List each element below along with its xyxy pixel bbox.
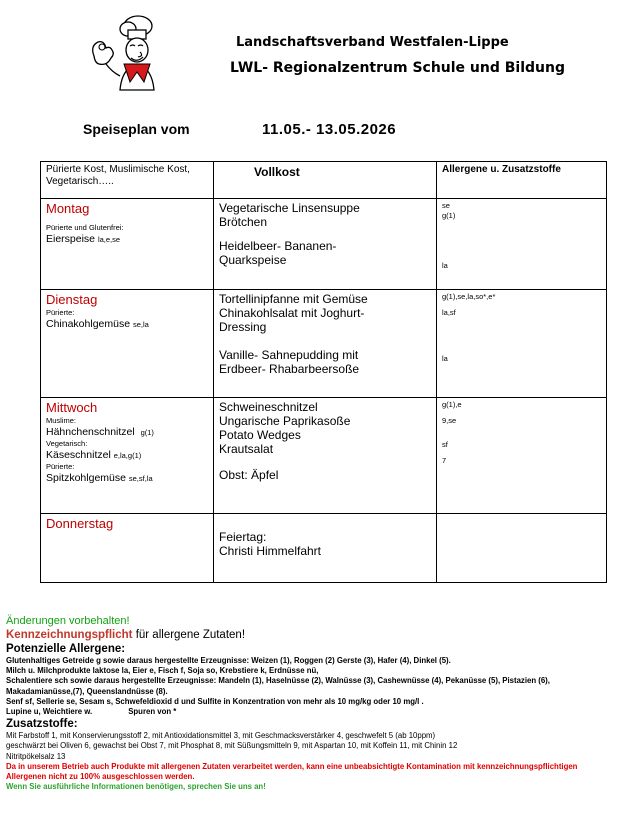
org-name-line2: LWL- Regionalzentrum Schule und Bildung — [230, 60, 566, 76]
holiday-label: Feiertag: — [219, 530, 267, 544]
allergen-code: la — [442, 261, 448, 270]
allergen-line: Glutenhaltiges Getreide g sowie daraus hergestellte Erzeugnisse: Weizen (1), Roggen (2) Gerste (3), Hafer (4), Dinkel (5). — [6, 656, 451, 665]
table-row-wednesday — [41, 398, 607, 514]
contamination-warning: Da in unserem Betrieb auch Produkte mit allergenen Zutaten verarbeitet werden, kann eine unbeabsichtigte Kontamination mit kennzeichnungspflichtigen Allergenen nicht zu 100% ausgeschlossen werden. — [6, 761, 578, 782]
dish-name: Käseschnitzel — [46, 449, 111, 461]
diet-note: Pürierte: — [46, 308, 75, 317]
org-name-line1: Landschaftsverband Westfalen-Lippe — [236, 35, 509, 50]
allergen-line-part: Lupine u, Weichtiere w. — [6, 707, 93, 717]
wednesday-vollkost-cell — [214, 398, 437, 514]
additive-line: Mit Farbstoff 1, mit Konservierungsstoff 2, mit Antioxidationsmittel 3, mit Geschmacksverstärker 4, geschwefelt 5 (ab 10ppm) — [6, 731, 436, 741]
menu-table — [40, 161, 607, 583]
vollkost-line: Krautsalat — [219, 442, 274, 456]
allergen-code: g(1) — [442, 211, 456, 220]
dish-allergens: e,la,g(1) — [113, 451, 142, 460]
allergen-code: g(1),e — [442, 400, 462, 409]
diet-note: Pürierte und Glutenfrei: — [46, 223, 124, 232]
allergen-line — [6, 707, 616, 717]
dish-name: Hähnchenschnitzel — [46, 426, 135, 438]
dish-allergens: la,e,se — [97, 235, 121, 244]
vollkost-line: Potato Wedges — [219, 428, 301, 442]
tuesday-special-cell — [41, 290, 214, 398]
thursday-vollkost-cell — [214, 514, 437, 583]
allergen-code: se — [442, 201, 450, 210]
header-special-diets: Pürierte Kost, Muslimische Kost, Vegetarisch….. — [41, 162, 214, 199]
vollkost-line: Vegetarische Linsensuppe — [219, 201, 360, 215]
diet-note: Pürierte: — [46, 462, 75, 471]
dish-allergens: se,la — [132, 320, 149, 329]
allergen-line-part: Spuren von * — [128, 707, 177, 717]
dish-name: Eierspeise — [46, 233, 96, 245]
allergen-code: sf — [442, 440, 448, 449]
changes-notice: Änderungen vorbehalten! — [6, 615, 130, 627]
special-dish — [46, 472, 208, 485]
thursday-allergens-cell — [437, 514, 607, 583]
contact-notice: Wenn Sie ausführliche Informationen benötigen, sprechen Sie uns an! — [6, 782, 266, 792]
additive-line: Nitritpökelsalz 13 — [6, 751, 66, 761]
day-label-thursday: Donnerstag — [46, 516, 114, 531]
day-label-wednesday: Mittwoch — [46, 400, 98, 415]
chef-logo-icon — [80, 12, 170, 92]
additives-heading: Zusatzstoffe: — [6, 718, 78, 731]
holiday-name: Christi Himmelfahrt — [219, 544, 322, 558]
labeling-duty-text: für allergene Zutaten! — [132, 629, 246, 641]
vollkost-line: Erdbeer- Rhabarbeersoße — [219, 362, 360, 376]
special-dish — [46, 449, 208, 462]
day-label-tuesday: Dienstag — [46, 292, 98, 307]
vollkost-line: Quarkspeise — [219, 253, 287, 267]
day-label-monday: Montag — [46, 201, 90, 216]
diet-note: Muslime: — [46, 416, 77, 425]
table-row-tuesday — [41, 290, 607, 398]
allergen-line: Schalentiere sch sowie daraus hergestellte Erzeugnisse: Mandeln (1), Haselnüsse (2), Walnüsse (3), Cashewnüsse (4), Pekanüsse (5), Pistazien (6), Makadamianüsse,(7), Queenslandnüsse (8). — [6, 676, 550, 696]
vollkost-line: Dressing — [219, 320, 267, 334]
wednesday-special-cell — [41, 398, 214, 514]
allergen-code: la,sf — [442, 308, 456, 317]
tuesday-vollkost-cell — [214, 290, 437, 398]
table-row-monday — [41, 199, 607, 290]
vollkost-line: Obst: Äpfel — [219, 468, 279, 482]
dish-name: Spitzkohlgemüse — [46, 472, 126, 484]
additive-line: geschwärzt bei Oliven 6, gewachst bei Obst 7, mit Phosphat 8, mit Süßungsmitteln 9, mit Aspartan 10, mit Koffein 11, mit Chinin 12 — [6, 741, 458, 751]
special-dish — [46, 426, 208, 439]
dish-name: Chinakohlgemüse — [46, 318, 131, 330]
vollkost-line: Heidelbeer- Bananen- — [219, 239, 337, 253]
dish-allergens: se,sf,la — [128, 474, 153, 483]
diet-note: Vegetarisch: — [46, 439, 88, 448]
allergen-code: 7 — [442, 456, 447, 465]
allergens-heading: Potenzielle Allergene: — [6, 643, 126, 655]
vollkost-line: Schweineschnitzel — [219, 400, 318, 414]
labeling-duty-keyword: Kennzeichnungspflicht — [6, 629, 133, 641]
dish-allergens: g(1) — [140, 428, 154, 437]
tuesday-allergens-cell — [437, 290, 607, 398]
special-dish — [46, 318, 208, 331]
header-vollkost: Vollkost — [214, 162, 437, 199]
vollkost-line: Chinakohlsalat mit Joghurt- — [219, 306, 365, 320]
allergen-line: Senf sf, Sellerie se, Sesam s, Schwefeldioxid d und Sulfite in Konzentration von mehr als 10 mg/kg oder 10 mg/l . — [6, 696, 424, 706]
special-dish — [46, 233, 208, 246]
wednesday-allergens-cell — [437, 398, 607, 514]
labeling-duty — [6, 628, 616, 642]
vollkost-line: Vanille- Sahnepudding mit — [219, 348, 359, 362]
thursday-special-cell — [41, 514, 214, 583]
allergen-code: g(1),se,la,so*,e* — [442, 292, 496, 301]
vollkost-line: Brötchen — [219, 215, 268, 229]
allergen-code: 9,se — [442, 416, 457, 425]
allergen-code: la — [442, 354, 448, 363]
plan-date: 11.05.- 13.05.2026 — [262, 121, 397, 138]
vollkost-line: Tortellinipfanne mit Gemüse — [219, 292, 368, 306]
monday-vollkost-cell — [214, 199, 437, 290]
table-row-thursday — [41, 514, 607, 583]
monday-special-cell — [41, 199, 214, 290]
monday-allergens-cell — [437, 199, 607, 290]
header-allergens: Allergene u. Zusatzstoffe — [437, 162, 607, 199]
table-header-row — [41, 162, 607, 199]
footer — [6, 615, 616, 792]
vollkost-line: Ungarische Paprikasoße — [219, 414, 351, 428]
plan-title: Speiseplan vom — [83, 121, 190, 137]
allergen-line: Milch u. Milchprodukte laktose la, Eier e, Fisch f, Soja so, Krebstiere k, Erdnüsse nü, — [6, 666, 319, 676]
